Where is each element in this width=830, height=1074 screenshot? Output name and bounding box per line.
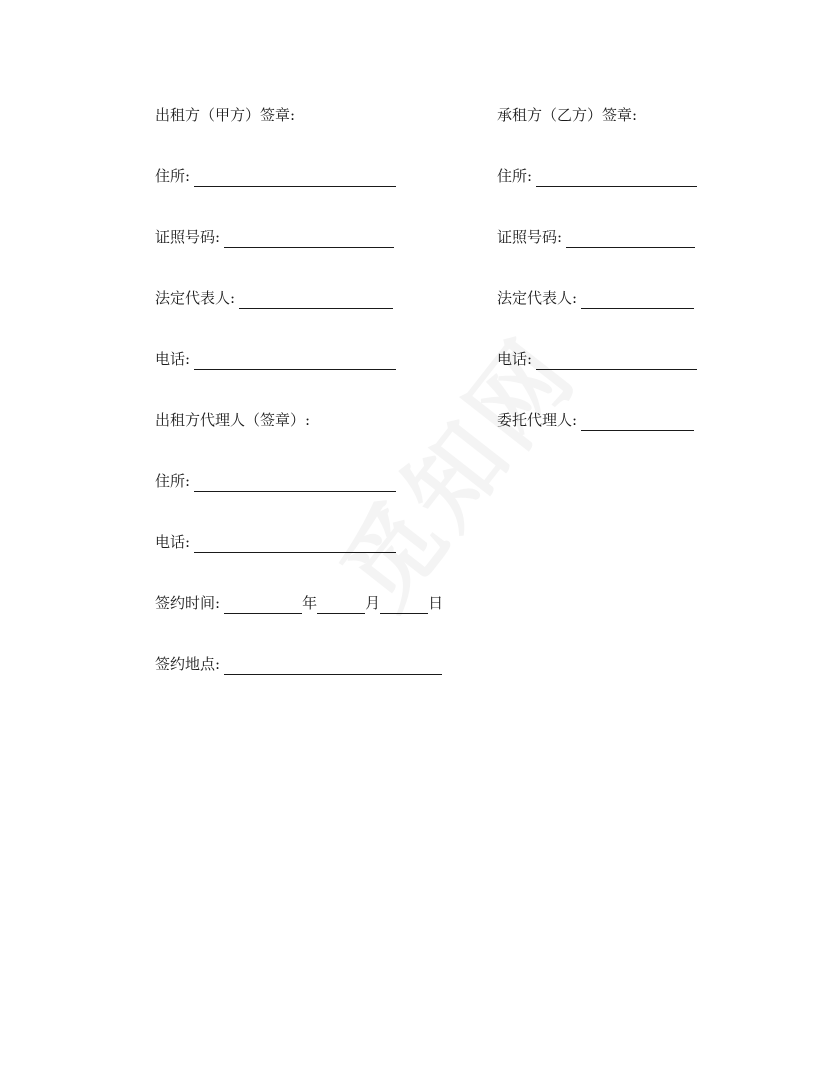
lessor-agent-seal-label: 出租方代理人（签章）: [155, 411, 311, 429]
lessee-rep-row [497, 287, 694, 309]
lessor-address-field[interactable] [194, 168, 396, 187]
lessee-address-label: 住所: [497, 167, 533, 185]
lessee-seal-label: 承租方（乙方）签章: [497, 106, 638, 124]
lessor-rep-field[interactable] [239, 290, 393, 309]
year-unit: 年 [302, 594, 318, 612]
signing-place-label: 签约地点: [155, 655, 221, 673]
signing-place-row [155, 653, 442, 675]
lessee-id-field[interactable] [566, 229, 695, 248]
lessor-id-row [155, 226, 394, 248]
lessor-id-field[interactable] [224, 229, 394, 248]
signing-time-label: 签约时间: [155, 594, 221, 612]
signing-time-row [155, 592, 443, 614]
lessee-rep-label: 法定代表人: [497, 289, 578, 307]
lessor-phone-row [155, 348, 396, 370]
lessor-rep-row [155, 287, 393, 309]
lessor-phone-label: 电话: [155, 350, 191, 368]
lessee-agent-field[interactable] [581, 412, 694, 431]
signing-month-field[interactable] [317, 595, 365, 614]
signing-day-field[interactable] [380, 595, 428, 614]
signing-year-field[interactable] [224, 595, 302, 614]
lessee-phone-field[interactable] [536, 351, 697, 370]
lessee-seal-row [497, 104, 637, 126]
lessor-agent-phone-field[interactable] [194, 534, 396, 553]
lessee-agent-label: 委托代理人: [497, 411, 578, 429]
lessor-agent-seal-row [155, 409, 310, 431]
lessor-agent-address-field[interactable] [194, 473, 396, 492]
lessor-address-label: 住所: [155, 167, 191, 185]
signing-place-field[interactable] [224, 656, 442, 675]
lessee-id-row [497, 226, 695, 248]
lessor-agent-phone-row [155, 531, 396, 553]
lessor-seal-row [155, 104, 295, 126]
lessee-agent-row [497, 409, 694, 431]
lessee-phone-label: 电话: [497, 350, 533, 368]
lessee-phone-row [497, 348, 697, 370]
lessor-id-label: 证照号码: [155, 228, 221, 246]
lessor-address-row [155, 165, 396, 187]
month-unit: 月 [365, 594, 381, 612]
lessee-address-field[interactable] [536, 168, 697, 187]
lessee-id-label: 证照号码: [497, 228, 563, 246]
lessor-agent-address-row [155, 470, 396, 492]
lessee-rep-field[interactable] [581, 290, 694, 309]
lessor-agent-phone-label: 电话: [155, 533, 191, 551]
lessee-address-row [497, 165, 697, 187]
lessor-agent-address-label: 住所: [155, 472, 191, 490]
lessor-seal-label: 出租方（甲方）签章: [155, 106, 296, 124]
lessor-phone-field[interactable] [194, 351, 396, 370]
day-unit: 日 [428, 594, 444, 612]
lessor-rep-label: 法定代表人: [155, 289, 236, 307]
